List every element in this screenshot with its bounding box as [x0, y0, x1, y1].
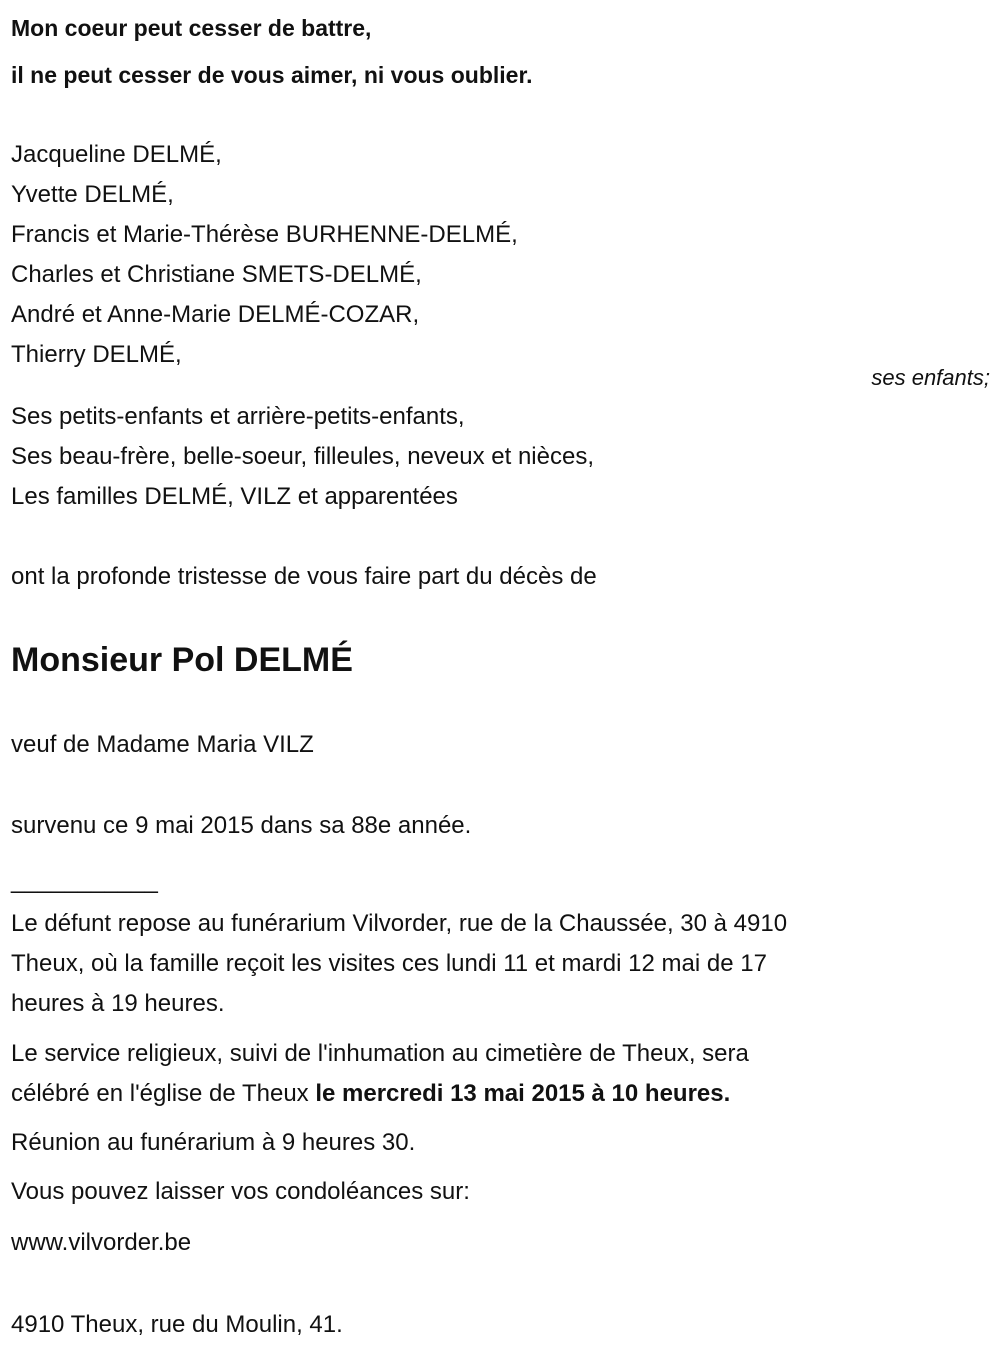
- meeting: Réunion au funérarium à 9 heures 30.: [11, 1129, 416, 1156]
- child-5: André et Anne-Marie DELMÉ-COZAR,: [11, 301, 420, 328]
- relatives-1: Ses petits-enfants et arrière-petits-enfants,: [11, 403, 465, 430]
- service-date: le mercredi 13 mai 2015 à 10 heures.: [315, 1080, 731, 1107]
- children-label: ses enfants;: [871, 365, 990, 390]
- child-1: Jacqueline DELMÉ,: [11, 141, 222, 168]
- announcement: ont la profonde tristesse de vous faire part du décès de: [11, 563, 597, 590]
- address: 4910 Theux, rue du Moulin, 41.: [11, 1311, 343, 1338]
- visitation-2: Theux, où la famille reçoit les visites ces lundi 11 et mardi 12 mai de 17: [11, 950, 767, 977]
- child-3: Francis et Marie-Thérèse BURHENNE-DELMÉ,: [11, 221, 518, 248]
- child-4: Charles et Christiane SMETS-DELMÉ,: [11, 261, 422, 288]
- website-link[interactable]: www.vilvorder.be: [11, 1229, 192, 1256]
- quote-line-2: il ne peut cesser de vous aimer, ni vous oublier.: [11, 62, 533, 88]
- service-line-1: Le service religieux, suivi de l'inhumation au cimetière de Theux, sera: [11, 1040, 749, 1067]
- service-prefix: célébré en l'église de Theux: [11, 1080, 316, 1107]
- death-info: survenu ce 9 mai 2015 dans sa 88e année.: [11, 812, 472, 839]
- deceased-name: Monsieur Pol DELMÉ: [11, 641, 353, 679]
- visitation-1: Le défunt repose au funérarium Vilvorder, rue de la Chaussée, 30 à 4910: [11, 910, 788, 937]
- service-line-2: [11, 1079, 730, 1109]
- quote-line-1: Mon coeur peut cesser de battre,: [11, 15, 372, 41]
- child-6: Thierry DELMÉ,: [11, 341, 182, 368]
- separator: ___________: [11, 867, 158, 894]
- relatives-2: Ses beau-frère, belle-soeur, filleules, neveux et nièces,: [11, 443, 594, 470]
- condolences-label: Vous pouvez laisser vos condoléances sur:: [11, 1178, 470, 1205]
- child-2: Yvette DELMÉ,: [11, 181, 174, 208]
- relatives-3: Les familles DELMÉ, VILZ et apparentées: [11, 483, 458, 510]
- visitation-3: heures à 19 heures.: [11, 990, 225, 1017]
- widower-of: veuf de Madame Maria VILZ: [11, 731, 314, 758]
